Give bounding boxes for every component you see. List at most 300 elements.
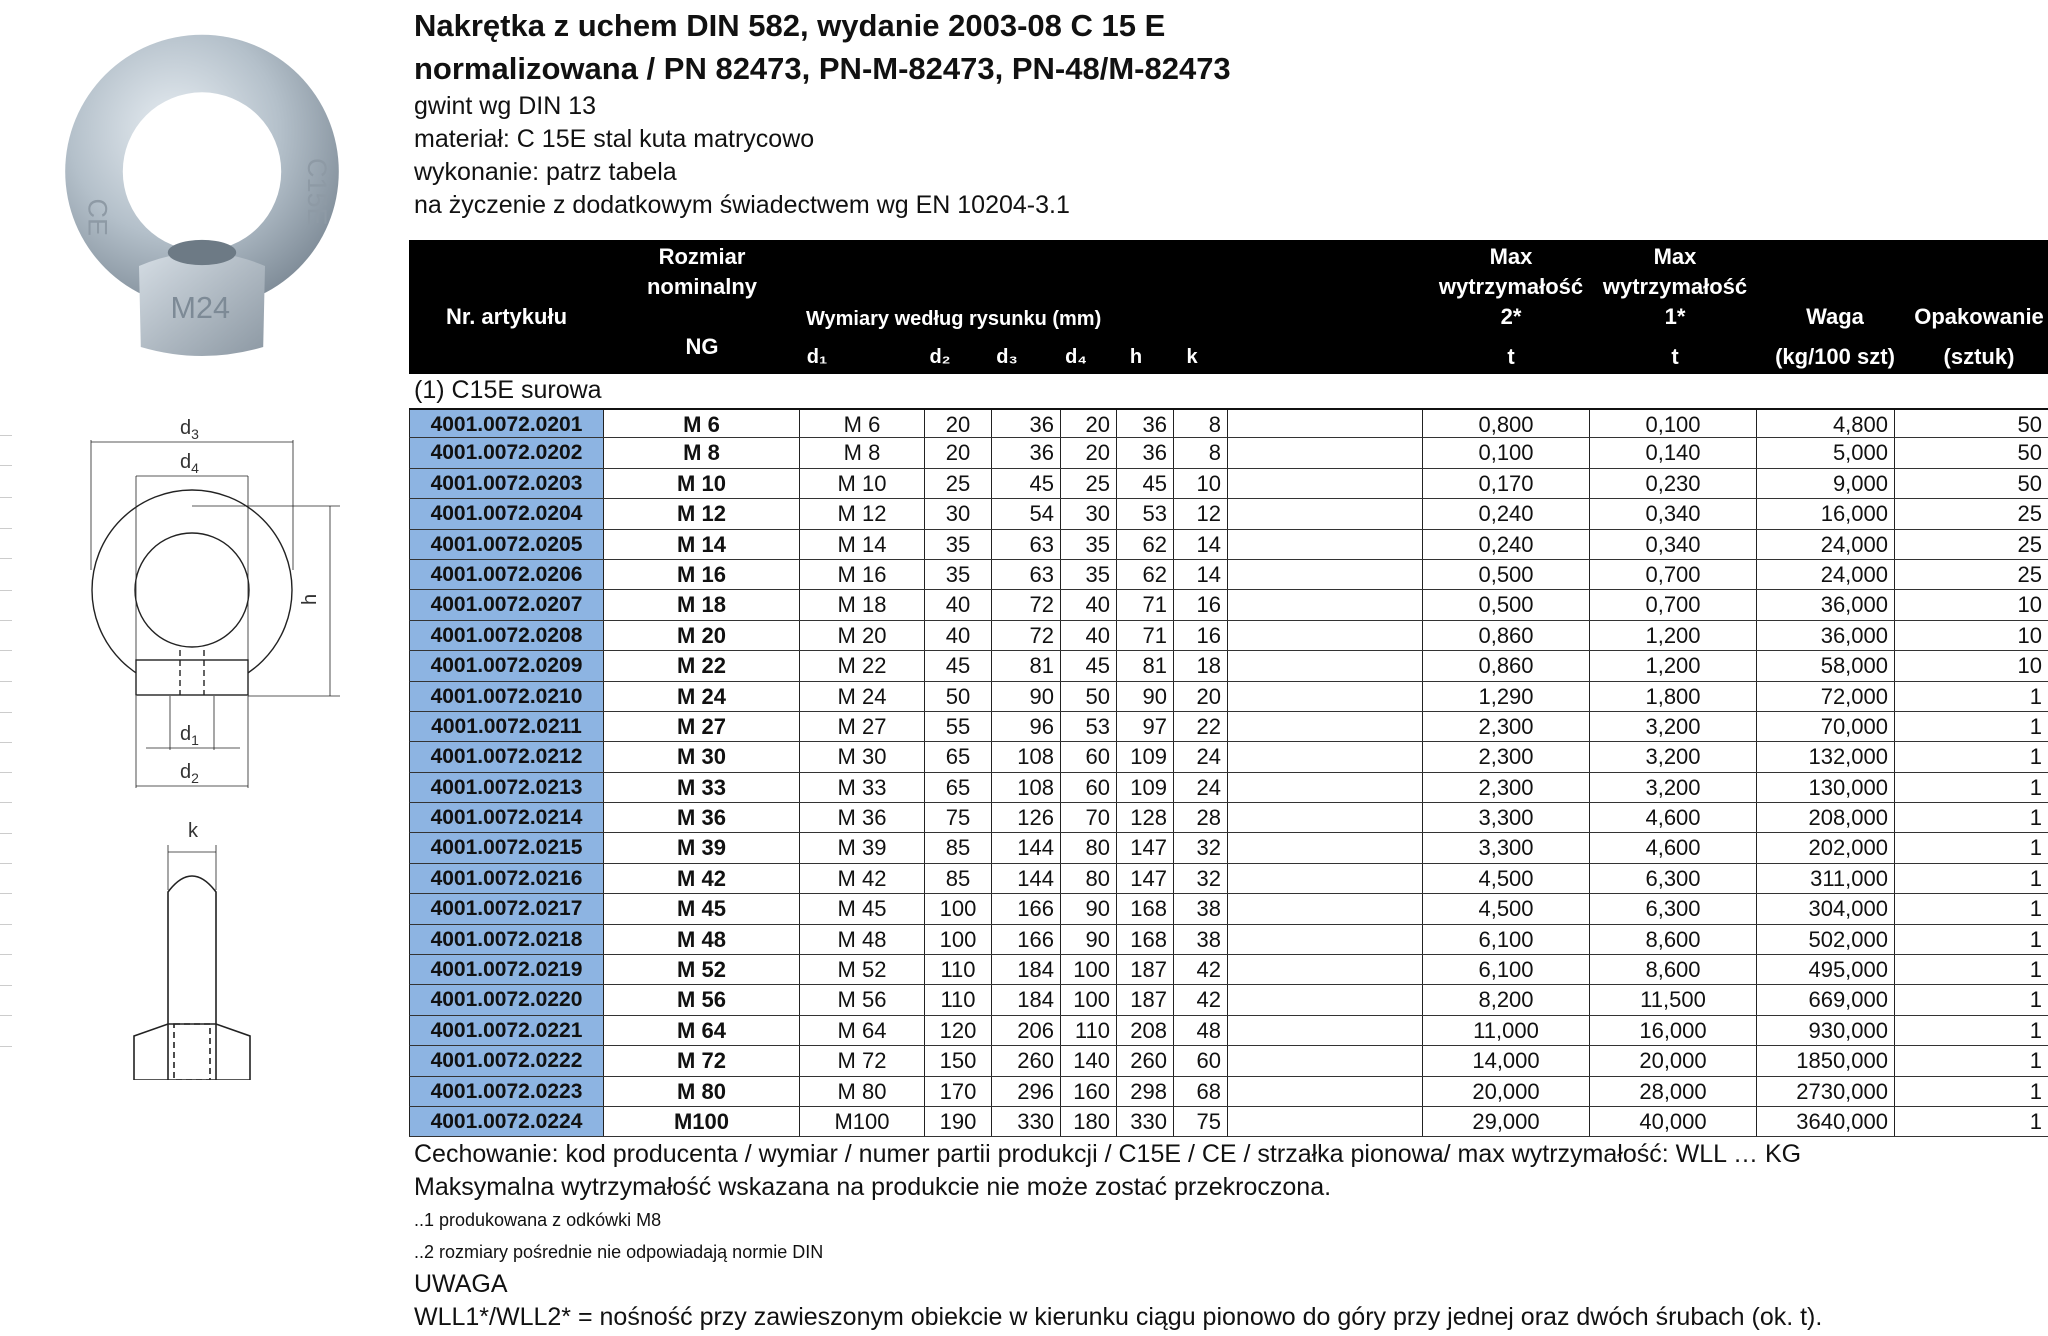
cell-d3: 63 xyxy=(992,530,1061,559)
header-wll2-line3: 2* xyxy=(1500,304,1522,329)
cell-d3: 96 xyxy=(992,712,1061,741)
header-size-line2: nominalny xyxy=(646,274,757,299)
cell-weight: 311,000 xyxy=(1757,864,1895,893)
cell-nominal-size: M 33 xyxy=(604,773,800,802)
table-row xyxy=(409,1107,2048,1137)
cell-d1: M 80 xyxy=(800,1077,925,1106)
cell-wll1: 0,340 xyxy=(1590,530,1757,559)
cell-weight: 24,000 xyxy=(1757,560,1895,589)
d2-label: $d_2$ xyxy=(180,761,199,786)
cell-d1: M 36 xyxy=(800,803,925,832)
cell-d2: 30 xyxy=(925,499,992,528)
cell-k: 24 xyxy=(1174,742,1228,771)
cell-packaging: 1 xyxy=(2029,896,2042,922)
cell-empty xyxy=(1228,1046,1423,1075)
cell-packaging: 1 xyxy=(2029,1017,2042,1043)
header-d4: d₄ xyxy=(1065,346,1087,368)
cell-weight: 495,000 xyxy=(1757,955,1895,984)
table-row xyxy=(409,773,2048,803)
cell-d2: 35 xyxy=(925,530,992,559)
cell-wll1: 40,000 xyxy=(1590,1107,1757,1136)
cell-d3: 184 xyxy=(992,955,1061,984)
cell-article-number: 4001.0072.0213 xyxy=(409,773,604,802)
cell-d1: M 16 xyxy=(800,560,925,589)
cell-article-number: 4001.0072.0201 xyxy=(409,410,604,437)
cell-empty xyxy=(1228,682,1423,711)
cell-k: 68 xyxy=(1174,1077,1228,1106)
cell-d4: 35 xyxy=(1061,560,1117,589)
cell-d1: M 45 xyxy=(800,894,925,923)
cell-wll2: 0,240 xyxy=(1423,530,1590,559)
cell-wll1: 0,700 xyxy=(1590,560,1757,589)
table-row xyxy=(409,530,2048,560)
cell-h: 147 xyxy=(1117,833,1174,862)
cell-d1: M 18 xyxy=(800,590,925,619)
thread-hole xyxy=(168,240,236,265)
header-wll1-line3: 1* xyxy=(1664,304,1686,329)
cell-weight: 9,000 xyxy=(1757,469,1895,498)
cell-k: 8 xyxy=(1174,438,1228,467)
cell-d3: 45 xyxy=(992,469,1061,498)
cell-weight: 72,000 xyxy=(1757,682,1895,711)
cell-h: 36 xyxy=(1117,410,1174,437)
cell-d3: 72 xyxy=(992,590,1061,619)
header-article: Nr. artykułu xyxy=(445,304,568,329)
cell-nominal-size: M 30 xyxy=(604,742,800,771)
cell-d4: 80 xyxy=(1061,833,1117,862)
cell-article-number: 4001.0072.0212 xyxy=(409,742,604,771)
cell-d3: 36 xyxy=(992,438,1061,467)
cell-wll2: 0,860 xyxy=(1423,621,1590,650)
d4-label: $d_4$ xyxy=(180,451,199,476)
cell-wll1: 0,230 xyxy=(1590,469,1757,498)
cell-empty xyxy=(1228,1016,1423,1045)
cell-d3: 144 xyxy=(992,833,1061,862)
cell-article-number: 4001.0072.0216 xyxy=(409,864,604,893)
cell-d4: 40 xyxy=(1061,621,1117,650)
table-row xyxy=(409,1077,2048,1107)
cell-nominal-size: M 80 xyxy=(604,1077,800,1106)
cell-d3: 126 xyxy=(992,803,1061,832)
cell-packaging: 25 xyxy=(2017,561,2042,587)
cell-weight: 36,000 xyxy=(1757,590,1895,619)
cell-d3: 108 xyxy=(992,742,1061,771)
cell-k: 14 xyxy=(1174,530,1228,559)
table-row xyxy=(409,560,2048,590)
cell-nominal-size: M100 xyxy=(604,1107,800,1136)
cell-d1: M 72 xyxy=(800,1046,925,1075)
cell-weight: 304,000 xyxy=(1757,894,1895,923)
cell-article-number: 4001.0072.0223 xyxy=(409,1077,604,1106)
cell-wll2: 4,500 xyxy=(1423,864,1590,893)
cell-k: 22 xyxy=(1174,712,1228,741)
cell-d4: 25 xyxy=(1061,469,1117,498)
cell-k: 32 xyxy=(1174,864,1228,893)
cell-d4: 53 xyxy=(1061,712,1117,741)
cell-empty xyxy=(1228,621,1423,650)
table-row xyxy=(409,590,2048,620)
cell-k: 20 xyxy=(1174,682,1228,711)
cell-k: 38 xyxy=(1174,925,1228,954)
table-row xyxy=(409,712,2048,742)
cell-d3: 260 xyxy=(992,1046,1061,1075)
cell-k: 12 xyxy=(1174,499,1228,528)
cell-d1: M 14 xyxy=(800,530,925,559)
d3-label: $d_3$ xyxy=(180,417,199,442)
header-size-line1: Rozmiar xyxy=(658,244,746,269)
cell-wll1: 0,340 xyxy=(1590,499,1757,528)
cell-article-number: 4001.0072.0206 xyxy=(409,560,604,589)
spec-table-header xyxy=(409,240,2048,374)
cell-wll1: 1,800 xyxy=(1590,682,1757,711)
cell-weight: 5,000 xyxy=(1757,438,1895,467)
cell-k: 24 xyxy=(1174,773,1228,802)
cell-h: 53 xyxy=(1117,499,1174,528)
table-row xyxy=(409,438,2048,468)
cell-empty xyxy=(1228,590,1423,619)
cell-wll2: 0,500 xyxy=(1423,590,1590,619)
cell-article-number: 4001.0072.0224 xyxy=(409,1107,604,1136)
cell-wll2: 29,000 xyxy=(1423,1107,1590,1136)
cell-wll1: 6,300 xyxy=(1590,894,1757,923)
cell-wll1: 3,200 xyxy=(1590,712,1757,741)
cell-empty xyxy=(1228,773,1423,802)
cell-article-number: 4001.0072.0222 xyxy=(409,1046,604,1075)
cell-d2: 20 xyxy=(925,438,992,467)
cell-h: 330 xyxy=(1117,1107,1174,1136)
cell-d1: M 6 xyxy=(800,410,925,437)
header-size-ng: NG xyxy=(685,334,719,359)
cell-empty xyxy=(1228,833,1423,862)
cell-nominal-size: M 16 xyxy=(604,560,800,589)
cell-article-number: 4001.0072.0219 xyxy=(409,955,604,984)
cell-k: 8 xyxy=(1174,410,1228,437)
table-row xyxy=(409,1046,2048,1076)
cell-h: 45 xyxy=(1117,469,1174,498)
cell-packaging: 1 xyxy=(2029,865,2042,891)
cell-packaging: 1 xyxy=(2029,926,2042,952)
section-label: (1) C15E surowa xyxy=(414,376,602,404)
table-row xyxy=(409,469,2048,499)
cell-wll2: 0,240 xyxy=(1423,499,1590,528)
cell-d1: M100 xyxy=(800,1107,925,1136)
cell-d4: 80 xyxy=(1061,864,1117,893)
cell-d4: 180 xyxy=(1061,1107,1117,1136)
cell-d3: 90 xyxy=(992,682,1061,711)
cell-weight: 36,000 xyxy=(1757,621,1895,650)
cell-nominal-size: M 10 xyxy=(604,469,800,498)
cell-d3: 72 xyxy=(992,621,1061,650)
cell-packaging: 1 xyxy=(2029,835,2042,861)
h-label: h xyxy=(299,593,321,605)
cell-wll2: 0,860 xyxy=(1423,651,1590,680)
header-wll2-unit: t xyxy=(1507,344,1515,369)
cell-d4: 90 xyxy=(1061,894,1117,923)
cell-article-number: 4001.0072.0207 xyxy=(409,590,604,619)
table-row xyxy=(409,833,2048,863)
cell-empty xyxy=(1228,651,1423,680)
cell-d1: M 12 xyxy=(800,499,925,528)
header-pack: Opakowanie xyxy=(1914,304,2044,329)
header-d2: d₂ xyxy=(929,346,951,368)
cell-wll2: 1,290 xyxy=(1423,682,1590,711)
cell-nominal-size: M 14 xyxy=(604,530,800,559)
cell-d1: M 64 xyxy=(800,1016,925,1045)
header-d3: d₃ xyxy=(996,346,1018,368)
cell-packaging: 1 xyxy=(2029,774,2042,800)
cell-d2: 120 xyxy=(925,1016,992,1045)
marking-note: Cechowanie: kod producenta / wymiar / numer partii produkcji / C15E / CE / strzałka pionowa/ max wytrzymałość: WLL … KG xyxy=(414,1140,1802,1168)
table-row xyxy=(409,985,2048,1015)
cell-k: 10 xyxy=(1174,469,1228,498)
header-wll1-unit: t xyxy=(1671,344,1679,369)
cell-packaging: 1 xyxy=(2029,1048,2042,1074)
table-row xyxy=(409,742,2048,772)
cell-wll2: 6,100 xyxy=(1423,925,1590,954)
cell-wll1: 6,300 xyxy=(1590,864,1757,893)
table-row xyxy=(409,682,2048,712)
cell-nominal-size: M 48 xyxy=(604,925,800,954)
cell-k: 14 xyxy=(1174,560,1228,589)
cell-article-number: 4001.0072.0202 xyxy=(409,438,604,467)
cell-nominal-size: M 22 xyxy=(604,651,800,680)
footer-notes xyxy=(414,1138,2044,1334)
cell-d1: M 27 xyxy=(800,712,925,741)
cell-d4: 40 xyxy=(1061,590,1117,619)
cell-d1: M 10 xyxy=(800,469,925,498)
cell-nominal-size: M 6 xyxy=(604,410,800,437)
cell-h: 36 xyxy=(1117,438,1174,467)
cell-d2: 40 xyxy=(925,590,992,619)
cell-article-number: 4001.0072.0218 xyxy=(409,925,604,954)
cell-h: 62 xyxy=(1117,530,1174,559)
cell-d4: 20 xyxy=(1061,410,1117,437)
cell-d2: 40 xyxy=(925,621,992,650)
cell-d4: 160 xyxy=(1061,1077,1117,1106)
cell-nominal-size: M 36 xyxy=(604,803,800,832)
cell-packaging: 25 xyxy=(2017,531,2042,557)
cell-nominal-size: M 8 xyxy=(604,438,800,467)
cell-wll1: 4,600 xyxy=(1590,803,1757,832)
cell-packaging: 1 xyxy=(2029,1108,2042,1134)
cell-empty xyxy=(1228,742,1423,771)
cell-d1: M 30 xyxy=(800,742,925,771)
cell-empty xyxy=(1228,438,1423,467)
cell-h: 109 xyxy=(1117,742,1174,771)
cell-empty xyxy=(1228,864,1423,893)
photo-marking-right: C15E xyxy=(302,158,333,226)
page-title xyxy=(414,4,2034,90)
cell-wll2: 20,000 xyxy=(1423,1077,1590,1106)
cell-article-number: 4001.0072.0221 xyxy=(409,1016,604,1045)
cell-weight: 2730,000 xyxy=(1757,1077,1895,1106)
cell-wll1: 20,000 xyxy=(1590,1046,1757,1075)
cell-wll2: 0,800 xyxy=(1423,410,1590,437)
cell-d1: M 8 xyxy=(800,438,925,467)
execution-info: wykonanie: patrz tabela xyxy=(414,158,677,186)
cell-wll2: 2,300 xyxy=(1423,742,1590,771)
cell-d1: M 52 xyxy=(800,955,925,984)
cell-h: 128 xyxy=(1117,803,1174,832)
cell-k: 42 xyxy=(1174,985,1228,1014)
cell-d1: M 48 xyxy=(800,925,925,954)
cell-k: 32 xyxy=(1174,833,1228,862)
cell-d3: 144 xyxy=(992,864,1061,893)
cell-h: 168 xyxy=(1117,894,1174,923)
cell-empty xyxy=(1228,530,1423,559)
table-row xyxy=(409,925,2048,955)
cell-wll1: 16,000 xyxy=(1590,1016,1757,1045)
cell-packaging: 1 xyxy=(2029,987,2042,1013)
cell-nominal-size: M 56 xyxy=(604,985,800,1014)
header-wll2-line2: wytrzymałość xyxy=(1438,274,1584,299)
cell-packaging: 10 xyxy=(2017,592,2042,618)
cell-d1: M 42 xyxy=(800,864,925,893)
cell-empty xyxy=(1228,1107,1423,1136)
certificate-info: na życzenie z dodatkowym świadectwem wg EN 10204-3.1 xyxy=(414,191,1070,219)
header-pack-unit: (sztuk) xyxy=(1943,344,2015,369)
cell-weight: 1850,000 xyxy=(1757,1046,1895,1075)
cell-h: 90 xyxy=(1117,682,1174,711)
cell-d4: 30 xyxy=(1061,499,1117,528)
cell-d2: 110 xyxy=(925,955,992,984)
cell-article-number: 4001.0072.0217 xyxy=(409,894,604,923)
cell-empty xyxy=(1228,803,1423,832)
cell-wll1: 4,600 xyxy=(1590,833,1757,862)
cell-wll1: 11,500 xyxy=(1590,985,1757,1014)
cell-d4: 60 xyxy=(1061,742,1117,771)
cell-nominal-size: M 52 xyxy=(604,955,800,984)
cell-weight: 4,800 xyxy=(1757,410,1895,437)
cell-d4: 70 xyxy=(1061,803,1117,832)
header-wll2-line1: Max xyxy=(1489,244,1533,269)
cell-d2: 75 xyxy=(925,803,992,832)
cell-h: 168 xyxy=(1117,925,1174,954)
header-k: k xyxy=(1186,346,1198,368)
eye-nut-photo xyxy=(22,14,382,374)
cell-empty xyxy=(1228,499,1423,528)
cell-d3: 330 xyxy=(992,1107,1061,1136)
cell-weight: 502,000 xyxy=(1757,925,1895,954)
table-row xyxy=(409,621,2048,651)
left-ruler xyxy=(0,0,12,1336)
cell-packaging: 1 xyxy=(2029,805,2042,831)
cell-empty xyxy=(1228,985,1423,1014)
cell-nominal-size: M 24 xyxy=(604,682,800,711)
cell-d1: M 33 xyxy=(800,773,925,802)
cell-packaging: 10 xyxy=(2017,653,2042,679)
cell-d2: 85 xyxy=(925,864,992,893)
cell-nominal-size: M 12 xyxy=(604,499,800,528)
cell-empty xyxy=(1228,1077,1423,1106)
cell-packaging: 1 xyxy=(2029,1078,2042,1104)
cell-d2: 85 xyxy=(925,833,992,862)
cell-k: 48 xyxy=(1174,1016,1228,1045)
cell-nominal-size: M 72 xyxy=(604,1046,800,1075)
cell-weight: 202,000 xyxy=(1757,833,1895,862)
cell-packaging: 10 xyxy=(2017,622,2042,648)
cell-weight: 208,000 xyxy=(1757,803,1895,832)
cell-weight: 3640,000 xyxy=(1757,1107,1895,1136)
header-h: h xyxy=(1129,346,1143,368)
max-load-note: Maksymalna wytrzymałość wskazana na produkcie nie może zostać przekroczona. xyxy=(414,1173,1332,1201)
cell-k: 16 xyxy=(1174,621,1228,650)
material-info: materiał: C 15E stal kuta matrycowo xyxy=(414,125,815,153)
cell-d1: M 39 xyxy=(800,833,925,862)
cell-nominal-size: M 27 xyxy=(604,712,800,741)
photo-marking-left: CE xyxy=(82,198,113,237)
cell-d4: 90 xyxy=(1061,925,1117,954)
cell-d2: 45 xyxy=(925,651,992,680)
table-row xyxy=(409,864,2048,894)
cell-h: 208 xyxy=(1117,1016,1174,1045)
cell-h: 260 xyxy=(1117,1046,1174,1075)
cell-nominal-size: M 39 xyxy=(604,833,800,862)
cell-d2: 110 xyxy=(925,985,992,1014)
cell-d4: 20 xyxy=(1061,438,1117,467)
cell-article-number: 4001.0072.0209 xyxy=(409,651,604,680)
thread-info: gwint wg DIN 13 xyxy=(414,92,597,120)
table-row xyxy=(409,408,2048,438)
cell-packaging: 25 xyxy=(2017,501,2042,527)
cell-wll1: 0,140 xyxy=(1590,438,1757,467)
cell-d1: M 56 xyxy=(800,985,925,1014)
spec-table-body xyxy=(409,408,2048,1137)
cell-d2: 170 xyxy=(925,1077,992,1106)
cell-h: 71 xyxy=(1117,590,1174,619)
cell-article-number: 4001.0072.0208 xyxy=(409,621,604,650)
cell-wll2: 0,100 xyxy=(1423,438,1590,467)
cell-article-number: 4001.0072.0220 xyxy=(409,985,604,1014)
cell-packaging: 50 xyxy=(2017,412,2042,437)
cell-nominal-size: M 45 xyxy=(604,894,800,923)
cell-wll1: 1,200 xyxy=(1590,651,1757,680)
cell-k: 75 xyxy=(1174,1107,1228,1136)
cell-article-number: 4001.0072.0204 xyxy=(409,499,604,528)
cell-article-number: 4001.0072.0205 xyxy=(409,530,604,559)
cell-d4: 100 xyxy=(1061,955,1117,984)
cell-k: 28 xyxy=(1174,803,1228,832)
cell-h: 109 xyxy=(1117,773,1174,802)
cell-h: 97 xyxy=(1117,712,1174,741)
cell-d4: 100 xyxy=(1061,985,1117,1014)
cell-nominal-size: M 20 xyxy=(604,621,800,650)
cell-wll2: 14,000 xyxy=(1423,1046,1590,1075)
cell-h: 81 xyxy=(1117,651,1174,680)
cell-empty xyxy=(1228,410,1423,437)
cell-wll2: 0,500 xyxy=(1423,560,1590,589)
cell-d2: 150 xyxy=(925,1046,992,1075)
cell-weight: 24,000 xyxy=(1757,530,1895,559)
cell-d3: 108 xyxy=(992,773,1061,802)
cell-empty xyxy=(1228,894,1423,923)
cell-packaging: 50 xyxy=(2017,440,2042,466)
cell-weight: 132,000 xyxy=(1757,742,1895,771)
side-technical-drawing xyxy=(110,810,290,1080)
cell-wll2: 2,300 xyxy=(1423,712,1590,741)
cell-d2: 190 xyxy=(925,1107,992,1136)
cell-weight: 669,000 xyxy=(1757,985,1895,1014)
cell-article-number: 4001.0072.0210 xyxy=(409,682,604,711)
cell-wll1: 3,200 xyxy=(1590,773,1757,802)
cell-d2: 35 xyxy=(925,560,992,589)
cell-k: 38 xyxy=(1174,894,1228,923)
cell-wll2: 0,170 xyxy=(1423,469,1590,498)
cell-weight: 58,000 xyxy=(1757,651,1895,680)
cell-d2: 20 xyxy=(925,410,992,437)
cell-d4: 140 xyxy=(1061,1046,1117,1075)
cell-wll2: 2,300 xyxy=(1423,773,1590,802)
